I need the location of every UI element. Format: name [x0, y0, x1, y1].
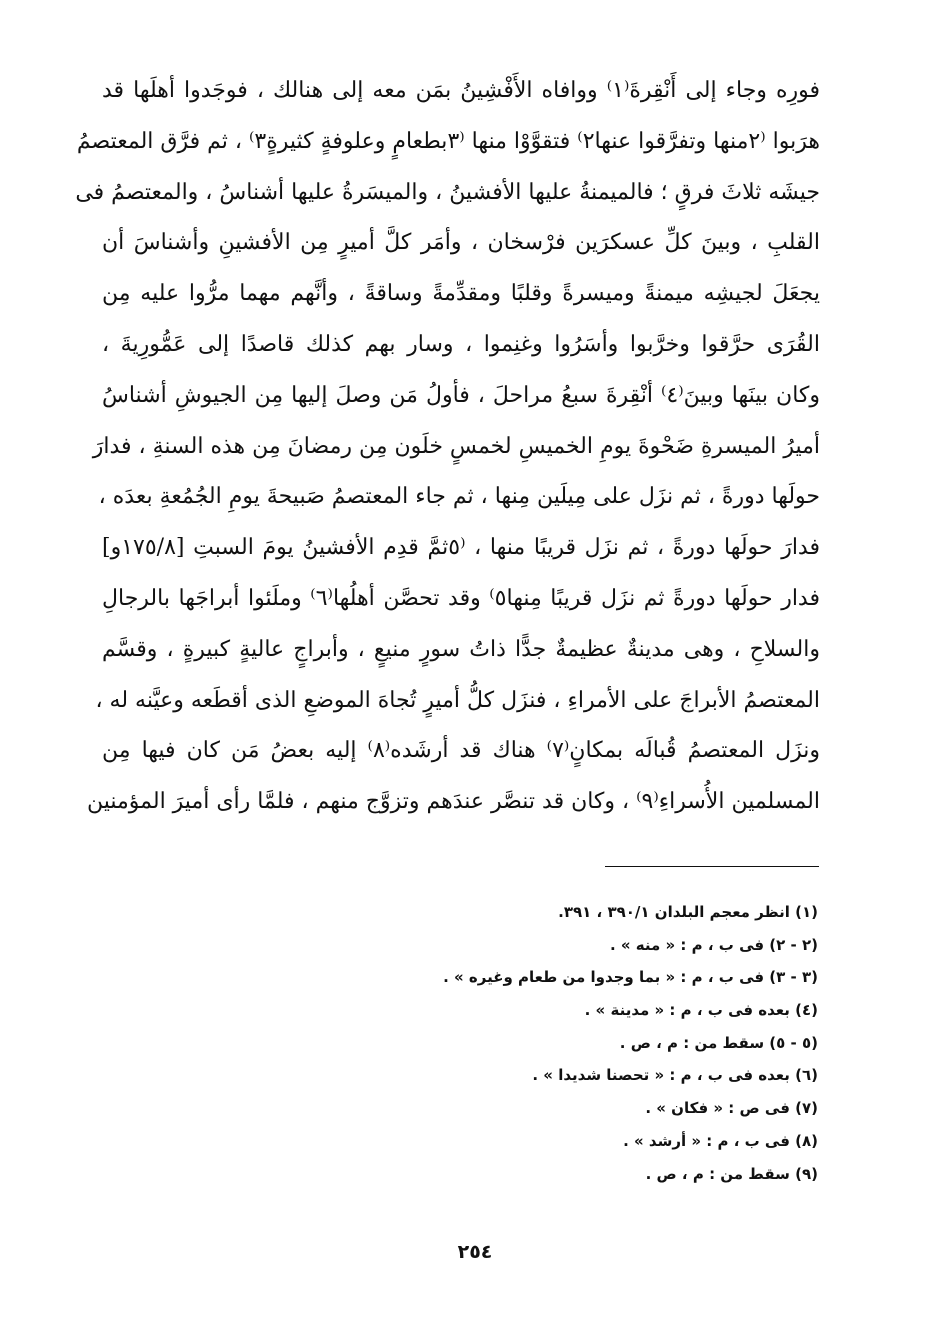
text-line: فدارَ حولَها دورةً ، ثم نزَل قريبًا منها ، ⁽٥ثمَّ قدِم الأفشينُ يومَ السبتِ [١٧٥/٨و] — [102, 535, 820, 561]
text-line: المسلمين الأُسراءِ⁽٩⁾ ، وكان قد تنصَّر عندَهم وتزوَّج منهم ، فلمَّا رأى أميرَ المؤمنين — [86, 789, 820, 815]
main-text-body — [75, 66, 820, 828]
footnote: (٣ - ٣) فى ب ، م : « بما وجدوا من طعام وغيره » . — [443, 968, 818, 987]
text-line: القلبِ ، وبينَ كلِّ عسكرَين فرْسخان ، وأمَر كلَّ أميرٍ مِن الأفشينِ وأشناسَ أن — [102, 230, 820, 256]
footnote: (٦) بعده فى ب ، م : « تحصنا شديدا » . — [532, 1066, 818, 1085]
footnote-separator — [605, 866, 819, 867]
text-line: القُرَى حرَّقوا وخرَّبوا وأسَرُوا وغنِموا ، وسار بهم كذلك قاصدًا إلى عَمُّورِيةَ ، — [102, 331, 820, 357]
footnote: (٩) سقط من : م ، ص . — [645, 1164, 818, 1183]
text-line: جيشَه ثلاثَ فرقٍ ؛ فالميمنةُ عليها الأفشينُ ، والميسَرةُ عليها أشناسُ ، والمعتصمُ فى — [75, 179, 820, 205]
text-line: ونزَل المعتصمُ قُبالَه بمكانٍ⁽٧⁾ هناك قد أرشَده⁽٨⁾ إليه بعضُ مَن كان فيها مِن — [102, 738, 820, 764]
text-line: فورِه وجاء إلى أَنْقِرةَ⁽١⁾ ووافاه الأَفْشِينُ بمَن معه إلى هنالك ، فوجَدوا أهلَها قد — [102, 78, 820, 103]
footnote: (١) انظر معجم البلدان ٣٩٠/١ ، ٣٩١. — [558, 903, 818, 921]
text-line: المعتصمُ الأبراجَ على الأمراءِ ، فنزَل كلُّ أميرٍ تُجاهَ الموضعِ الذى أقطَعه وعيَّنه له ، — [95, 687, 820, 713]
footnote: (٧) فى ص : « فكان » . — [645, 1099, 818, 1118]
text-line: يجعَلَ لجيشِه ميمنةً وميسرةً وقلبًا ومقدِّمةً وساقةً ، وأنَّهم مهما مرُّوا عليه مِن — [102, 281, 820, 307]
footnote: (٥ - ٥) سقط من : م ، ص . — [619, 1033, 818, 1052]
text-line: هرَبوا ⁽٢منها وتفرَّقوا عنها٢⁾ فتقوَّوْا منها ⁽٣بطعامٍ وعلوفةٍ كثيرةٍ٣⁾ ، ثم فرَّق المعتصمُ — [76, 128, 820, 154]
footnote: (٢ - ٢) فى ب ، م : « منه » . — [609, 935, 818, 954]
text-line: وكان بينَها وبينَ⁽٤⁾ أنْقِرةَ سبعُ مراحلَ ، فأولُ مَن وصلَ إليها مِن الجيوشِ أشناسُ — [102, 382, 820, 408]
footnote: (٨) فى ب ، م : « أرشد » . — [623, 1131, 818, 1150]
text-line: والسلاحِ ، وهى مدينةٌ عظيمةٌ جدًّا ذاتُ سورٍ منيعٍ ، وأبراجٍ عاليةٍ كبيرةٍ ، وقسَّم — [102, 636, 820, 662]
text-line: أميرُ الميسرةِ ضَحْوةَ يومِ الخميسِ لخمسٍ خلَون مِن رمضانَ مِن هذه السنةِ ، فدارَ — [92, 433, 820, 459]
text-line: حولَها دورةً ، ثم نزَل على مِيلَين مِنها ، ثم جاء المعتصمُ صَبيحةَ يومِ الجُمُعةِ بعدَه ، — [98, 484, 820, 510]
page-number: ٢٥٤ — [457, 1241, 493, 1263]
text-line: فدار حولَها دورةً ثم نزَل قريبًا مِنها٥⁾ وقد تحصَّن أهلُها⁽٦⁾ وملَئوا أبراجَها بالرجالِ — [102, 585, 820, 611]
footnote: (٤) بعده فى ب ، م : « مدينة » . — [584, 1001, 818, 1020]
footnotes-list — [380, 896, 818, 1190]
